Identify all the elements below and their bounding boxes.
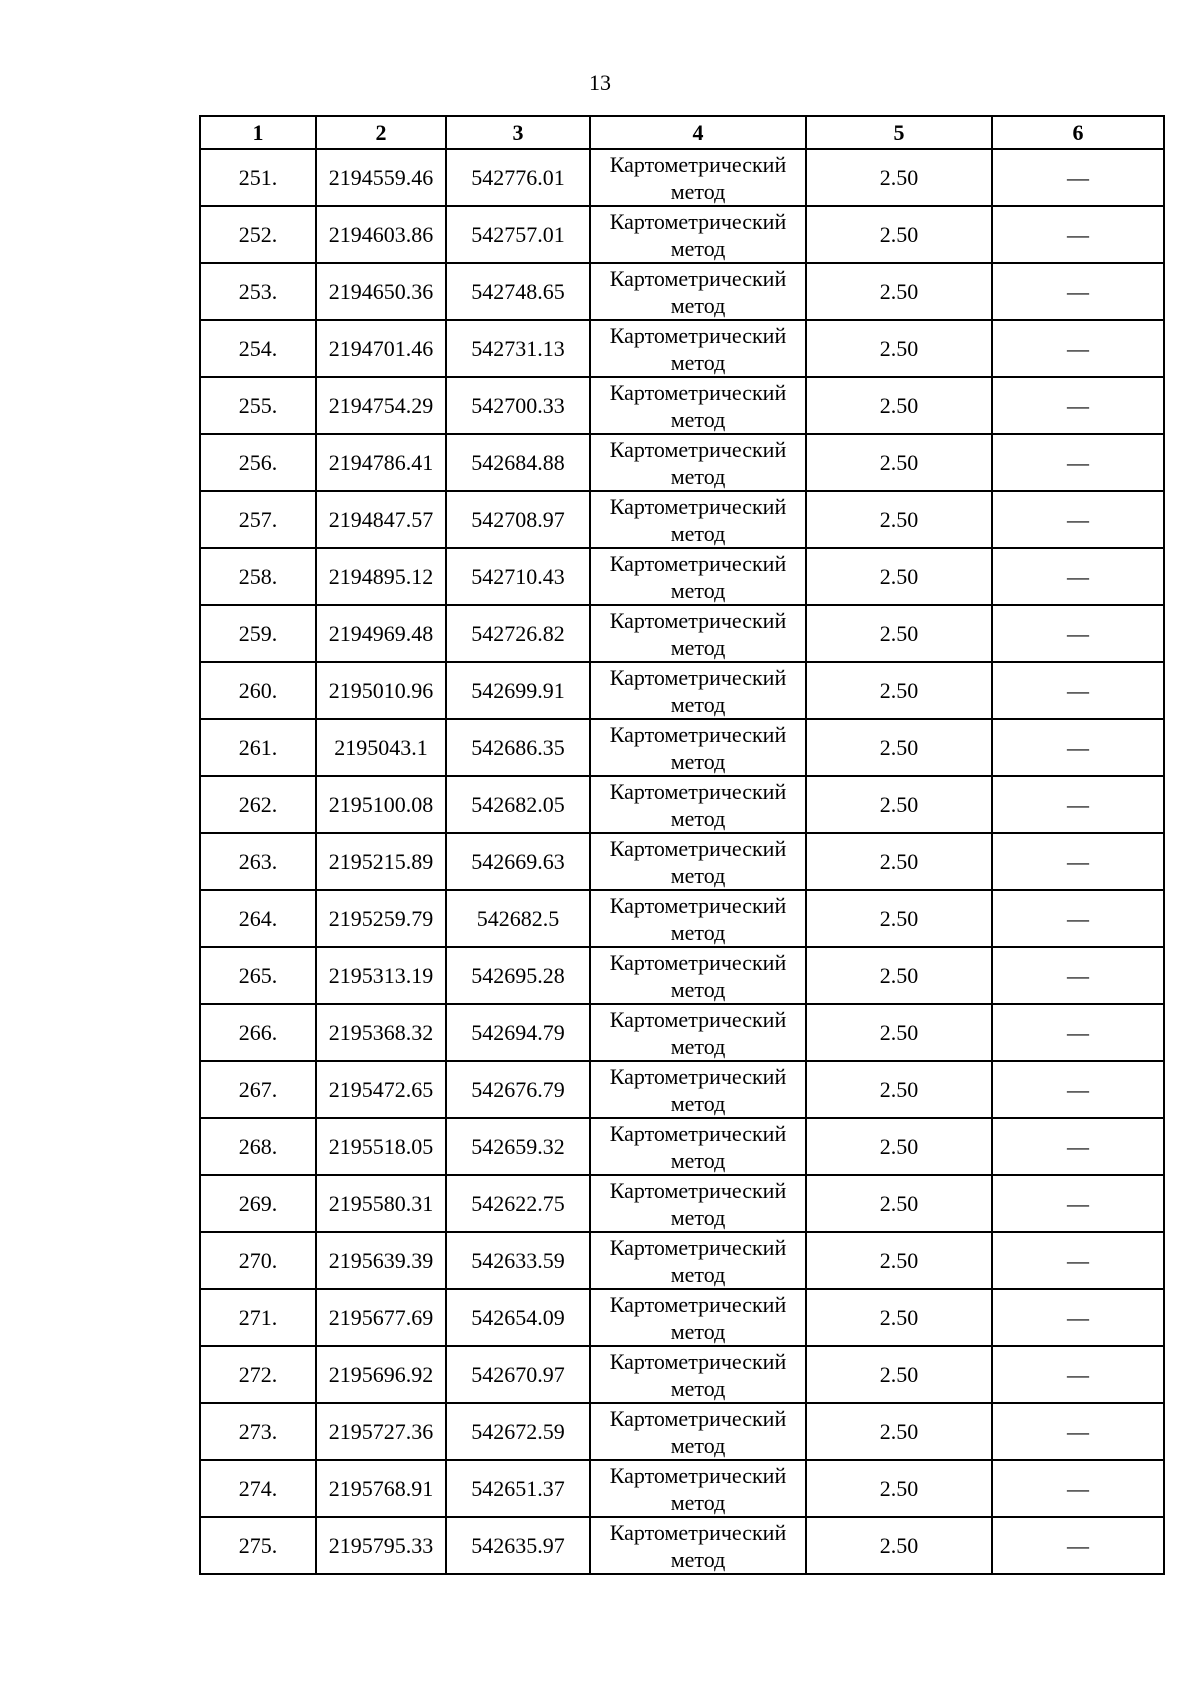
method-cell	[590, 320, 806, 377]
accuracy-value: 2.50	[806, 662, 992, 719]
method-label: Картометрический	[609, 436, 787, 462]
method-cell	[590, 719, 806, 776]
method-label: Картометрический	[609, 493, 787, 519]
coord-y: 542776.01	[446, 149, 590, 206]
dash-mark: —	[1067, 1532, 1089, 1558]
page-number: 13	[589, 70, 611, 95]
table-row	[200, 719, 1164, 776]
method-label: Картометрический	[609, 1234, 787, 1260]
table-row	[200, 377, 1164, 434]
method-cell	[590, 434, 806, 491]
header-col-6: 6	[992, 116, 1164, 149]
accuracy-value: 2.50	[806, 719, 992, 776]
dash-mark: —	[1067, 392, 1089, 418]
dash-mark: —	[1067, 1418, 1089, 1444]
point-number: 270.	[200, 1232, 316, 1289]
table-row	[200, 890, 1164, 947]
coord-y: 542676.79	[446, 1061, 590, 1118]
point-number: 268.	[200, 1118, 316, 1175]
table-row	[200, 491, 1164, 548]
coord-x: 2194603.86	[316, 206, 446, 263]
accuracy-value: 2.50	[806, 1061, 992, 1118]
point-number: 261.	[200, 719, 316, 776]
method-cell	[590, 1403, 806, 1460]
point-number: 265.	[200, 947, 316, 1004]
table-row	[200, 605, 1164, 662]
method-label-cont: метод	[670, 292, 726, 318]
dash-mark: —	[1067, 1076, 1089, 1102]
coord-y: 542651.37	[446, 1460, 590, 1517]
coord-y: 542633.59	[446, 1232, 590, 1289]
coord-x: 2195100.08	[316, 776, 446, 833]
note-cell	[992, 1346, 1164, 1403]
table-row	[200, 833, 1164, 890]
coord-y: 542670.97	[446, 1346, 590, 1403]
accuracy-value: 2.50	[806, 833, 992, 890]
accuracy-value: 2.50	[806, 434, 992, 491]
note-cell	[992, 605, 1164, 662]
coord-x: 2194786.41	[316, 434, 446, 491]
note-cell	[992, 320, 1164, 377]
method-label-cont: метод	[670, 1318, 726, 1344]
method-label: Картометрический	[609, 550, 787, 576]
dash-mark: —	[1067, 905, 1089, 931]
table-row	[200, 1004, 1164, 1061]
table-row	[200, 1289, 1164, 1346]
table-row	[200, 1403, 1164, 1460]
method-cell	[590, 548, 806, 605]
method-cell	[590, 263, 806, 320]
method-label-cont: метод	[670, 520, 726, 546]
table-row	[200, 1175, 1164, 1232]
coord-y: 542622.75	[446, 1175, 590, 1232]
coord-y: 542708.97	[446, 491, 590, 548]
method-label: Картометрический	[609, 379, 787, 405]
method-label-cont: метод	[670, 976, 726, 1002]
coord-x: 2195639.39	[316, 1232, 446, 1289]
coord-x: 2195696.92	[316, 1346, 446, 1403]
coord-y: 542654.09	[446, 1289, 590, 1346]
table-row	[200, 1232, 1164, 1289]
accuracy-value: 2.50	[806, 1175, 992, 1232]
method-cell	[590, 377, 806, 434]
dash-mark: —	[1067, 1361, 1089, 1387]
dash-mark: —	[1067, 449, 1089, 475]
coord-x: 2195472.65	[316, 1061, 446, 1118]
point-number: 253.	[200, 263, 316, 320]
point-number: 266.	[200, 1004, 316, 1061]
table-row	[200, 1460, 1164, 1517]
coord-x: 2195313.19	[316, 947, 446, 1004]
method-cell	[590, 605, 806, 662]
note-cell	[992, 1289, 1164, 1346]
method-cell	[590, 833, 806, 890]
point-number: 267.	[200, 1061, 316, 1118]
note-cell	[992, 1118, 1164, 1175]
accuracy-value: 2.50	[806, 947, 992, 1004]
table-row	[200, 206, 1164, 263]
table-header	[200, 116, 1164, 149]
method-cell	[590, 1232, 806, 1289]
accuracy-value: 2.50	[806, 1460, 992, 1517]
point-number: 275.	[200, 1517, 316, 1574]
method-label: Картометрический	[609, 1462, 787, 1488]
dash-mark: —	[1067, 164, 1089, 190]
method-cell	[590, 776, 806, 833]
method-label: Картометрический	[609, 151, 787, 177]
method-label: Картометрический	[609, 607, 787, 633]
method-cell	[590, 1118, 806, 1175]
table-row	[200, 434, 1164, 491]
dash-mark: —	[1067, 1133, 1089, 1159]
method-cell	[590, 206, 806, 263]
accuracy-value: 2.50	[806, 263, 992, 320]
coord-x: 2195518.05	[316, 1118, 446, 1175]
coord-y: 542726.82	[446, 605, 590, 662]
note-cell	[992, 1061, 1164, 1118]
point-number: 262.	[200, 776, 316, 833]
coord-x: 2195795.33	[316, 1517, 446, 1574]
method-label: Картометрический	[609, 1519, 787, 1545]
coord-x: 2195368.32	[316, 1004, 446, 1061]
point-number: 254.	[200, 320, 316, 377]
note-cell	[992, 1517, 1164, 1574]
method-label: Картометрический	[609, 1063, 787, 1089]
table-row	[200, 662, 1164, 719]
method-label: Картометрический	[609, 1177, 787, 1203]
dash-mark: —	[1067, 335, 1089, 361]
coord-x: 2195727.36	[316, 1403, 446, 1460]
method-cell	[590, 1517, 806, 1574]
note-cell	[992, 377, 1164, 434]
coord-y: 542686.35	[446, 719, 590, 776]
accuracy-value: 2.50	[806, 206, 992, 263]
method-label-cont: метод	[670, 862, 726, 888]
note-cell	[992, 434, 1164, 491]
coord-y: 542682.5	[446, 890, 590, 947]
table-row	[200, 320, 1164, 377]
accuracy-value: 2.50	[806, 1289, 992, 1346]
method-label-cont: метод	[670, 1432, 726, 1458]
method-label-cont: метод	[670, 349, 726, 375]
note-cell	[992, 548, 1164, 605]
method-label-cont: метод	[670, 691, 726, 717]
accuracy-value: 2.50	[806, 890, 992, 947]
point-number: 260.	[200, 662, 316, 719]
note-cell	[992, 890, 1164, 947]
note-cell	[992, 1004, 1164, 1061]
method-label-cont: метод	[670, 805, 726, 831]
coord-x: 2195259.79	[316, 890, 446, 947]
method-cell	[590, 1289, 806, 1346]
accuracy-value: 2.50	[806, 776, 992, 833]
method-label: Картометрический	[609, 892, 787, 918]
accuracy-value: 2.50	[806, 1118, 992, 1175]
method-label-cont: метод	[670, 1261, 726, 1287]
note-cell	[992, 1175, 1164, 1232]
dash-mark: —	[1067, 1475, 1089, 1501]
method-label: Картометрический	[609, 949, 787, 975]
method-label-cont: метод	[670, 634, 726, 660]
method-label-cont: метод	[670, 577, 726, 603]
method-cell	[590, 491, 806, 548]
dash-mark: —	[1067, 962, 1089, 988]
method-label-cont: метод	[670, 1147, 726, 1173]
coord-y: 542659.32	[446, 1118, 590, 1175]
method-label: Картометрический	[609, 835, 787, 861]
method-label-cont: метод	[670, 748, 726, 774]
coordinates-table	[199, 115, 1165, 1575]
coord-y: 542695.28	[446, 947, 590, 1004]
method-label-cont: метод	[670, 1489, 726, 1515]
coord-x: 2195580.31	[316, 1175, 446, 1232]
method-label-cont: метод	[670, 1033, 726, 1059]
method-label-cont: метод	[670, 919, 726, 945]
table-row	[200, 1346, 1164, 1403]
dash-mark: —	[1067, 1019, 1089, 1045]
dash-mark: —	[1067, 620, 1089, 646]
accuracy-value: 2.50	[806, 1004, 992, 1061]
point-number: 269.	[200, 1175, 316, 1232]
method-cell	[590, 662, 806, 719]
method-label-cont: метод	[670, 178, 726, 204]
note-cell	[992, 1232, 1164, 1289]
header-col-2: 2	[316, 116, 446, 149]
table-row	[200, 1517, 1164, 1574]
header-col-4: 4	[590, 116, 806, 149]
method-label-cont: метод	[670, 463, 726, 489]
note-cell	[992, 206, 1164, 263]
coord-x: 2195043.1	[316, 719, 446, 776]
table-row	[200, 776, 1164, 833]
dash-mark: —	[1067, 1247, 1089, 1273]
coord-y: 542757.01	[446, 206, 590, 263]
accuracy-value: 2.50	[806, 605, 992, 662]
table-row	[200, 263, 1164, 320]
method-cell	[590, 1061, 806, 1118]
point-number: 273.	[200, 1403, 316, 1460]
coord-x: 2195677.69	[316, 1289, 446, 1346]
point-number: 251.	[200, 149, 316, 206]
coord-y: 542748.65	[446, 263, 590, 320]
point-number: 259.	[200, 605, 316, 662]
method-label-cont: метод	[670, 1090, 726, 1116]
accuracy-value: 2.50	[806, 491, 992, 548]
accuracy-value: 2.50	[806, 149, 992, 206]
method-label: Картометрический	[609, 322, 787, 348]
point-number: 263.	[200, 833, 316, 890]
method-label: Картометрический	[609, 1405, 787, 1431]
coord-x: 2195215.89	[316, 833, 446, 890]
dash-mark: —	[1067, 1304, 1089, 1330]
dash-mark: —	[1067, 848, 1089, 874]
note-cell	[992, 776, 1164, 833]
point-number: 258.	[200, 548, 316, 605]
coord-y: 542699.91	[446, 662, 590, 719]
method-label: Картометрический	[609, 1006, 787, 1032]
coord-y: 542669.63	[446, 833, 590, 890]
coord-y: 542731.13	[446, 320, 590, 377]
coord-y: 542635.97	[446, 1517, 590, 1574]
coord-x: 2194969.48	[316, 605, 446, 662]
coord-y: 542682.05	[446, 776, 590, 833]
method-cell	[590, 890, 806, 947]
method-label: Картометрический	[609, 664, 787, 690]
note-cell	[992, 149, 1164, 206]
table-body	[200, 149, 1164, 1574]
note-cell	[992, 1403, 1164, 1460]
method-cell	[590, 149, 806, 206]
method-cell	[590, 1460, 806, 1517]
dash-mark: —	[1067, 734, 1089, 760]
method-label-cont: метод	[670, 1546, 726, 1572]
method-cell	[590, 1346, 806, 1403]
method-cell	[590, 1175, 806, 1232]
point-number: 272.	[200, 1346, 316, 1403]
coord-x: 2195768.91	[316, 1460, 446, 1517]
note-cell	[992, 1460, 1164, 1517]
coord-x: 2194701.46	[316, 320, 446, 377]
method-label-cont: метод	[670, 1204, 726, 1230]
accuracy-value: 2.50	[806, 377, 992, 434]
method-label: Картометрический	[609, 208, 787, 234]
method-label-cont: метод	[670, 235, 726, 261]
coord-x: 2194650.36	[316, 263, 446, 320]
method-label-cont: метод	[670, 1375, 726, 1401]
dash-mark: —	[1067, 278, 1089, 304]
method-label: Картометрический	[609, 1291, 787, 1317]
method-label-cont: метод	[670, 406, 726, 432]
table-row	[200, 1118, 1164, 1175]
header-col-5: 5	[806, 116, 992, 149]
point-number: 257.	[200, 491, 316, 548]
header-row	[200, 116, 1164, 149]
coord-y: 542684.88	[446, 434, 590, 491]
table-row	[200, 548, 1164, 605]
note-cell	[992, 662, 1164, 719]
accuracy-value: 2.50	[806, 1517, 992, 1574]
method-cell	[590, 947, 806, 1004]
coord-y: 542672.59	[446, 1403, 590, 1460]
coord-x: 2194847.57	[316, 491, 446, 548]
note-cell	[992, 719, 1164, 776]
coord-x: 2194559.46	[316, 149, 446, 206]
coord-y: 542710.43	[446, 548, 590, 605]
dash-mark: —	[1067, 1190, 1089, 1216]
point-number: 264.	[200, 890, 316, 947]
table-row	[200, 1061, 1164, 1118]
dash-mark: —	[1067, 563, 1089, 589]
dash-mark: —	[1067, 221, 1089, 247]
table-row	[200, 149, 1164, 206]
header-col-1: 1	[200, 116, 316, 149]
accuracy-value: 2.50	[806, 1232, 992, 1289]
dash-mark: —	[1067, 677, 1089, 703]
point-number: 252.	[200, 206, 316, 263]
table-row	[200, 947, 1164, 1004]
method-cell	[590, 1004, 806, 1061]
accuracy-value: 2.50	[806, 320, 992, 377]
coord-y: 542700.33	[446, 377, 590, 434]
coord-y: 542694.79	[446, 1004, 590, 1061]
header-col-3: 3	[446, 116, 590, 149]
accuracy-value: 2.50	[806, 548, 992, 605]
method-label: Картометрический	[609, 1348, 787, 1374]
dash-mark: —	[1067, 506, 1089, 532]
note-cell	[992, 263, 1164, 320]
accuracy-value: 2.50	[806, 1403, 992, 1460]
coord-x: 2195010.96	[316, 662, 446, 719]
note-cell	[992, 491, 1164, 548]
point-number: 271.	[200, 1289, 316, 1346]
point-number: 256.	[200, 434, 316, 491]
note-cell	[992, 947, 1164, 1004]
coord-x: 2194754.29	[316, 377, 446, 434]
method-label: Картометрический	[609, 778, 787, 804]
method-label: Картометрический	[609, 265, 787, 291]
method-label: Картометрический	[609, 1120, 787, 1146]
method-label: Картометрический	[609, 721, 787, 747]
point-number: 255.	[200, 377, 316, 434]
coord-x: 2194895.12	[316, 548, 446, 605]
accuracy-value: 2.50	[806, 1346, 992, 1403]
point-number: 274.	[200, 1460, 316, 1517]
dash-mark: —	[1067, 791, 1089, 817]
note-cell	[992, 833, 1164, 890]
